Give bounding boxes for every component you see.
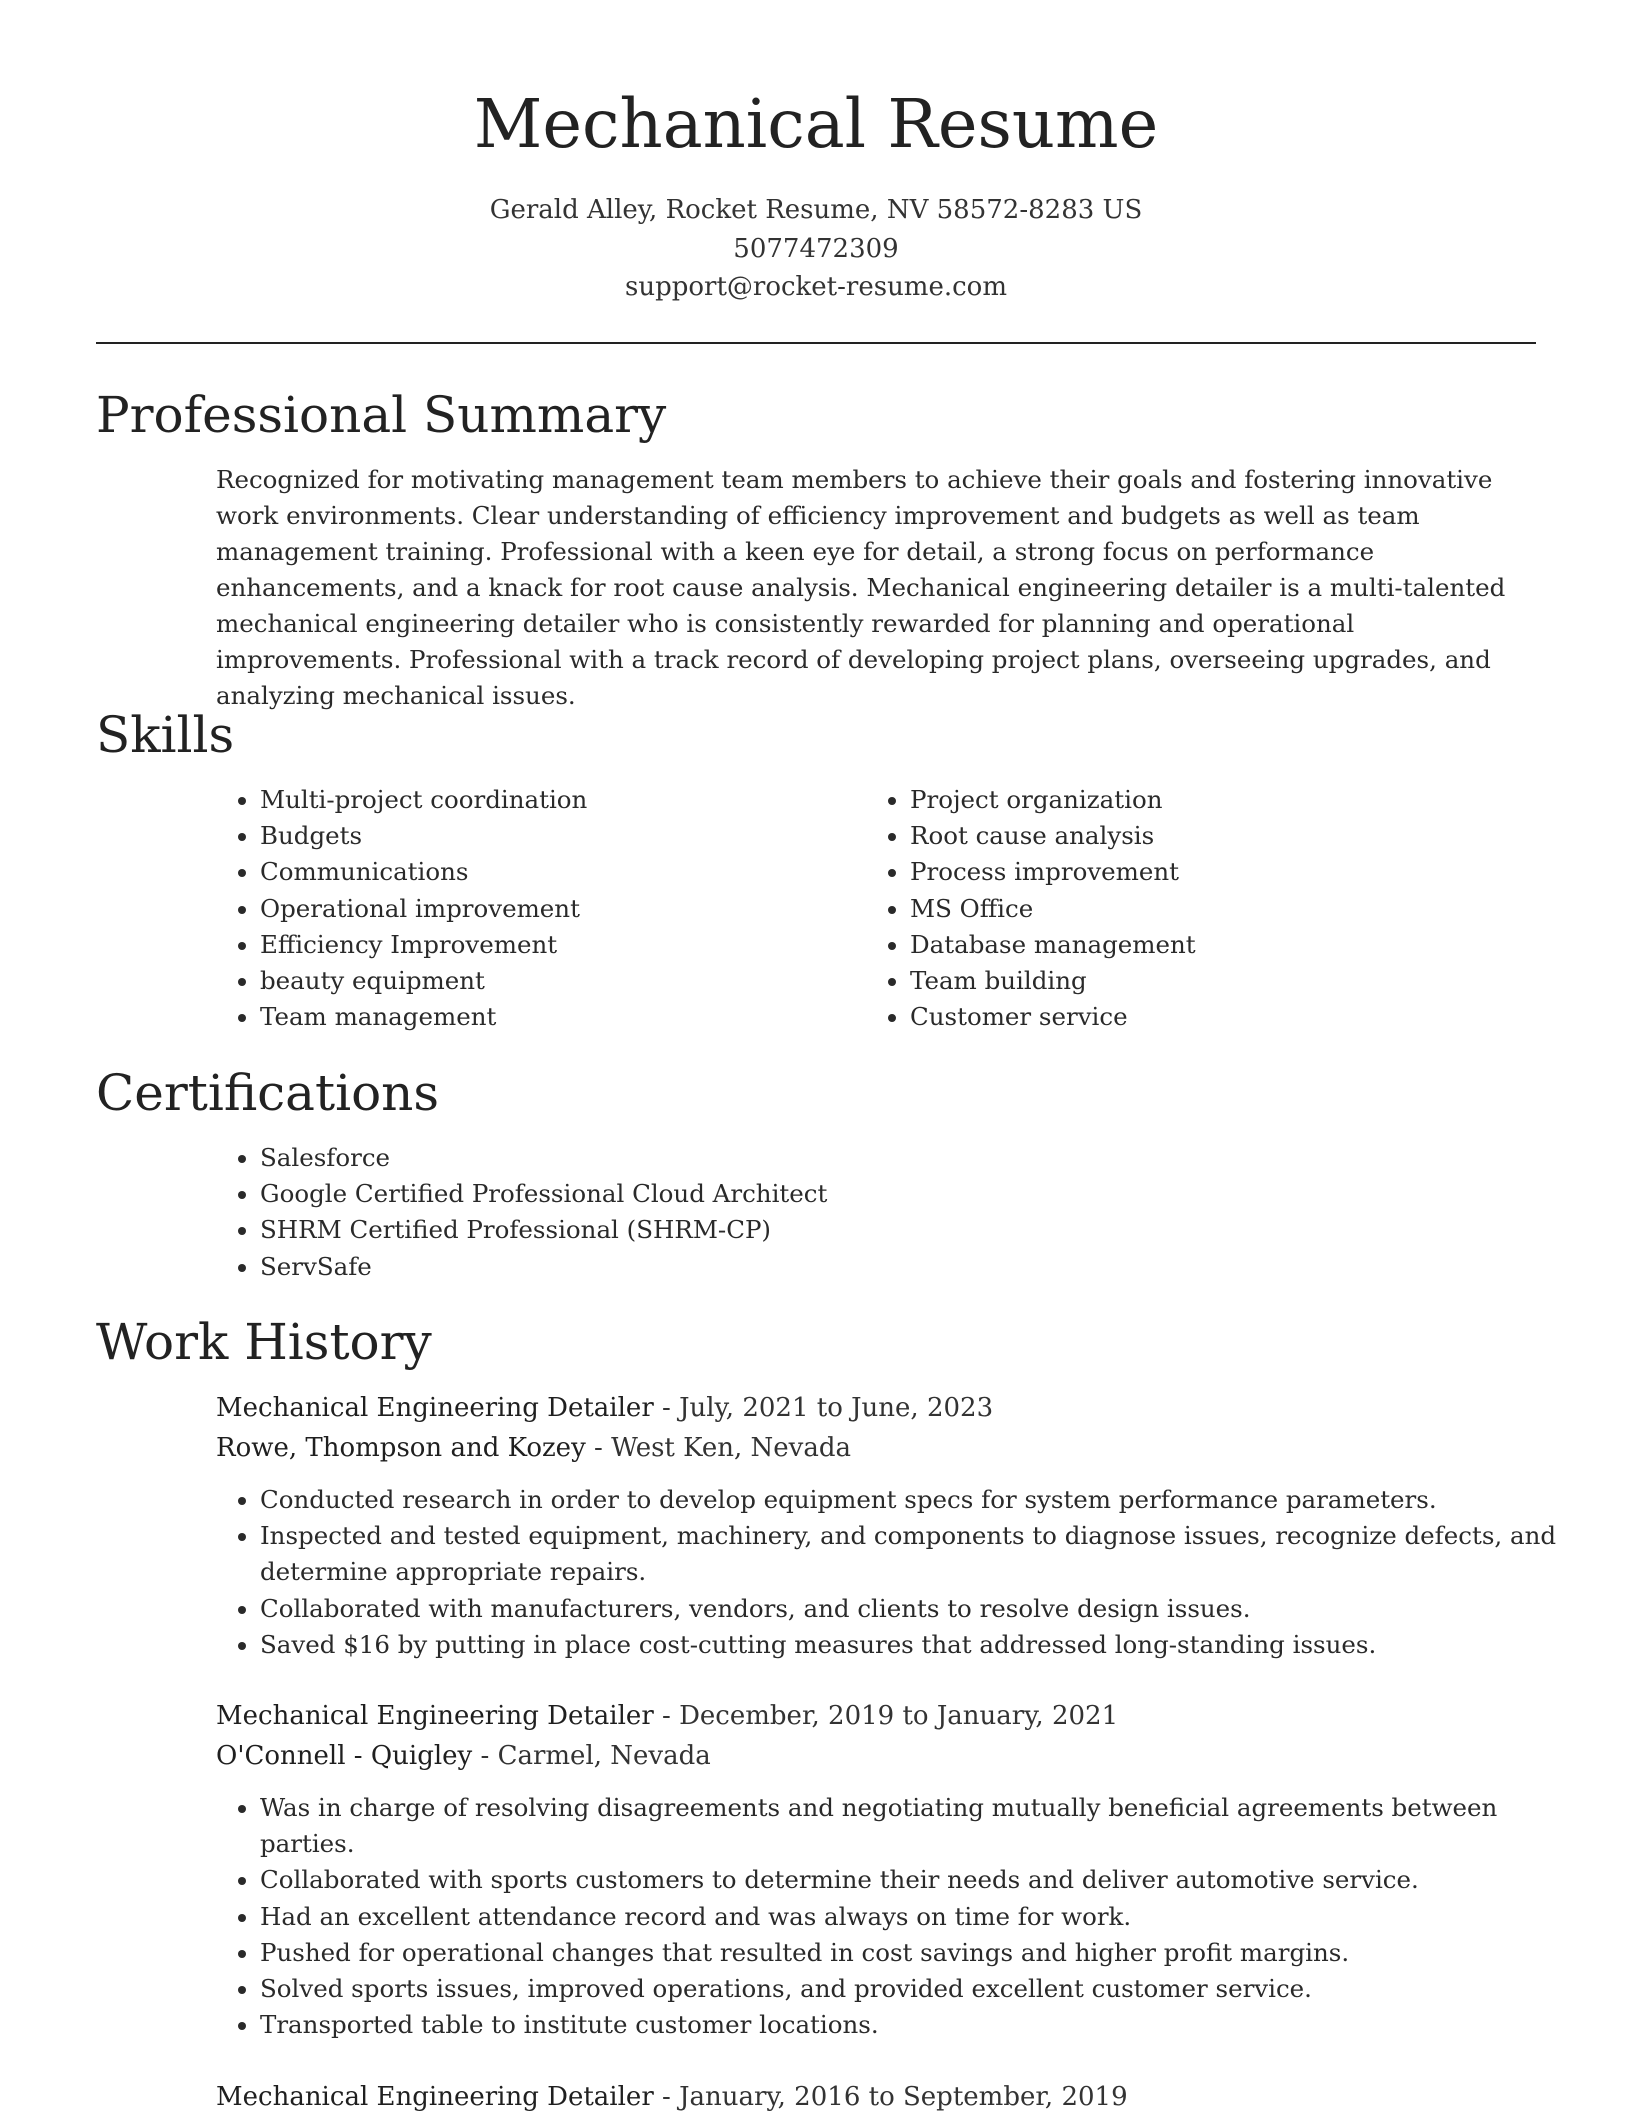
job-title: Mechanical Engineering Detailer [216, 1393, 654, 1423]
job-company: Rowe, Thompson and Kozey [216, 1433, 586, 1463]
list-item: • Inspected and tested equipment, machinery, and components to diagnose issues, recognize defects, and determine appropriate repairs. [260, 1518, 1580, 1590]
job-title-line: Mechanical Engineering Detailer - July, 2021 to June, 2023 [216, 1393, 994, 1423]
job-dates: December, 2019 to January, 2021 [679, 1701, 1119, 1731]
summary-text: Recognized for motivating management team members to achieve their goals and fostering innovative work environments. Clear understanding of efficiency improvement and budgets as well as team management training. Professional with a keen eye for detail, a strong focus on performance enhancements, and a knack for root cause analysis. Mechanical engineering detailer is a multi-talented mechanical engineering detailer who is consistently rewarded for planning and operational improvements. Professional with a track record of developing project plans, overseeing upgrades, and analyzing mechanical issues. [216, 465, 1506, 710]
list-item: • Operational improvement [260, 891, 860, 927]
list-item: • Budgets [260, 818, 860, 854]
job-location: West Ken, Nevada [611, 1433, 851, 1463]
list-item: • Saved $16 by putting in place cost-cutting measures that addressed long-standing issues. [260, 1627, 1580, 1663]
list-item: • Communications [260, 854, 860, 890]
job-location: Carmel, Nevada [497, 1741, 711, 1771]
job-dates: July, 2021 to June, 2023 [679, 1393, 994, 1423]
list-item: • Conducted research in order to develop equipment specs for system performance parameters. [260, 1482, 1580, 1518]
list-item: • Root cause analysis [910, 818, 1510, 854]
list-item: • Project organization [910, 782, 1510, 818]
list-item: • SHRM Certified Professional (SHRM-CP) [260, 1212, 1460, 1248]
skills-list-right [866, 782, 1510, 1035]
list-item: • Was in charge of resolving disagreements and negotiating mutually beneficial agreements between parties. [260, 1790, 1580, 1862]
header-divider [96, 342, 1536, 344]
list-item: • Had an excellent attendance record and was always on time for work. [260, 1899, 1580, 1935]
contact-phone: 5077472309 [733, 234, 899, 264]
resume-title: Mechanical Resume [473, 85, 1159, 163]
list-item: • Database management [910, 927, 1510, 963]
list-item: • beauty equipment [260, 963, 860, 999]
section-heading-work-history: Work History [96, 1313, 432, 1371]
job-title-line: Mechanical Engineering Detailer - January, 2016 to September, 2019 [216, 2082, 1128, 2112]
list-item: • Collaborated with manufacturers, vendors, and clients to resolve design issues. [260, 1591, 1580, 1627]
certifications-list [216, 1140, 1460, 1285]
list-item: • Team management [260, 999, 860, 1035]
list-item: • Team building [910, 963, 1510, 999]
list-item: • Salesforce [260, 1140, 1460, 1176]
job-title-line: Mechanical Engineering Detailer - December, 2019 to January, 2021 [216, 1701, 1119, 1731]
list-item: • MS Office [910, 891, 1510, 927]
section-heading-skills: Skills [96, 706, 235, 764]
list-item: • Pushed for operational changes that resulted in cost savings and higher profit margins. [260, 1935, 1580, 1971]
contact-address: Gerald Alley, Rocket Resume, NV 58572-8283 US [489, 195, 1143, 225]
job-company-line: Rowe, Thompson and Kozey - West Ken, Nevada [216, 1433, 851, 1463]
list-item: • Customer service [910, 999, 1510, 1035]
job-title: Mechanical Engineering Detailer [216, 2082, 654, 2112]
list-item: • Process improvement [910, 854, 1510, 890]
contact-email: support@rocket-resume.com [624, 272, 1007, 302]
list-item: • Solved sports issues, improved operations, and provided excellent customer service. [260, 1971, 1580, 2007]
list-item: • Collaborated with sports customers to determine their needs and deliver automotive service. [260, 1862, 1580, 1898]
list-item: • Google Certified Professional Cloud Architect [260, 1176, 1460, 1212]
job-bullets [216, 1482, 1580, 1663]
section-heading-summary: Professional Summary [96, 386, 667, 444]
section-heading-certifications: Certifications [96, 1064, 440, 1122]
list-item: • Efficiency Improvement [260, 927, 860, 963]
job-company-line: O'Connell - Quigley - Carmel, Nevada [216, 1741, 711, 1771]
job-bullets [216, 1790, 1580, 2043]
skills-list-left [216, 782, 860, 1035]
job-title: Mechanical Engineering Detailer [216, 1701, 654, 1731]
list-item: • ServSafe [260, 1249, 1460, 1285]
job-company: O'Connell - Quigley [216, 1741, 473, 1771]
list-item: • Transported table to institute customer locations. [260, 2007, 1580, 2043]
job-dates: January, 2016 to September, 2019 [679, 2082, 1128, 2112]
list-item: • Multi-project coordination [260, 782, 860, 818]
